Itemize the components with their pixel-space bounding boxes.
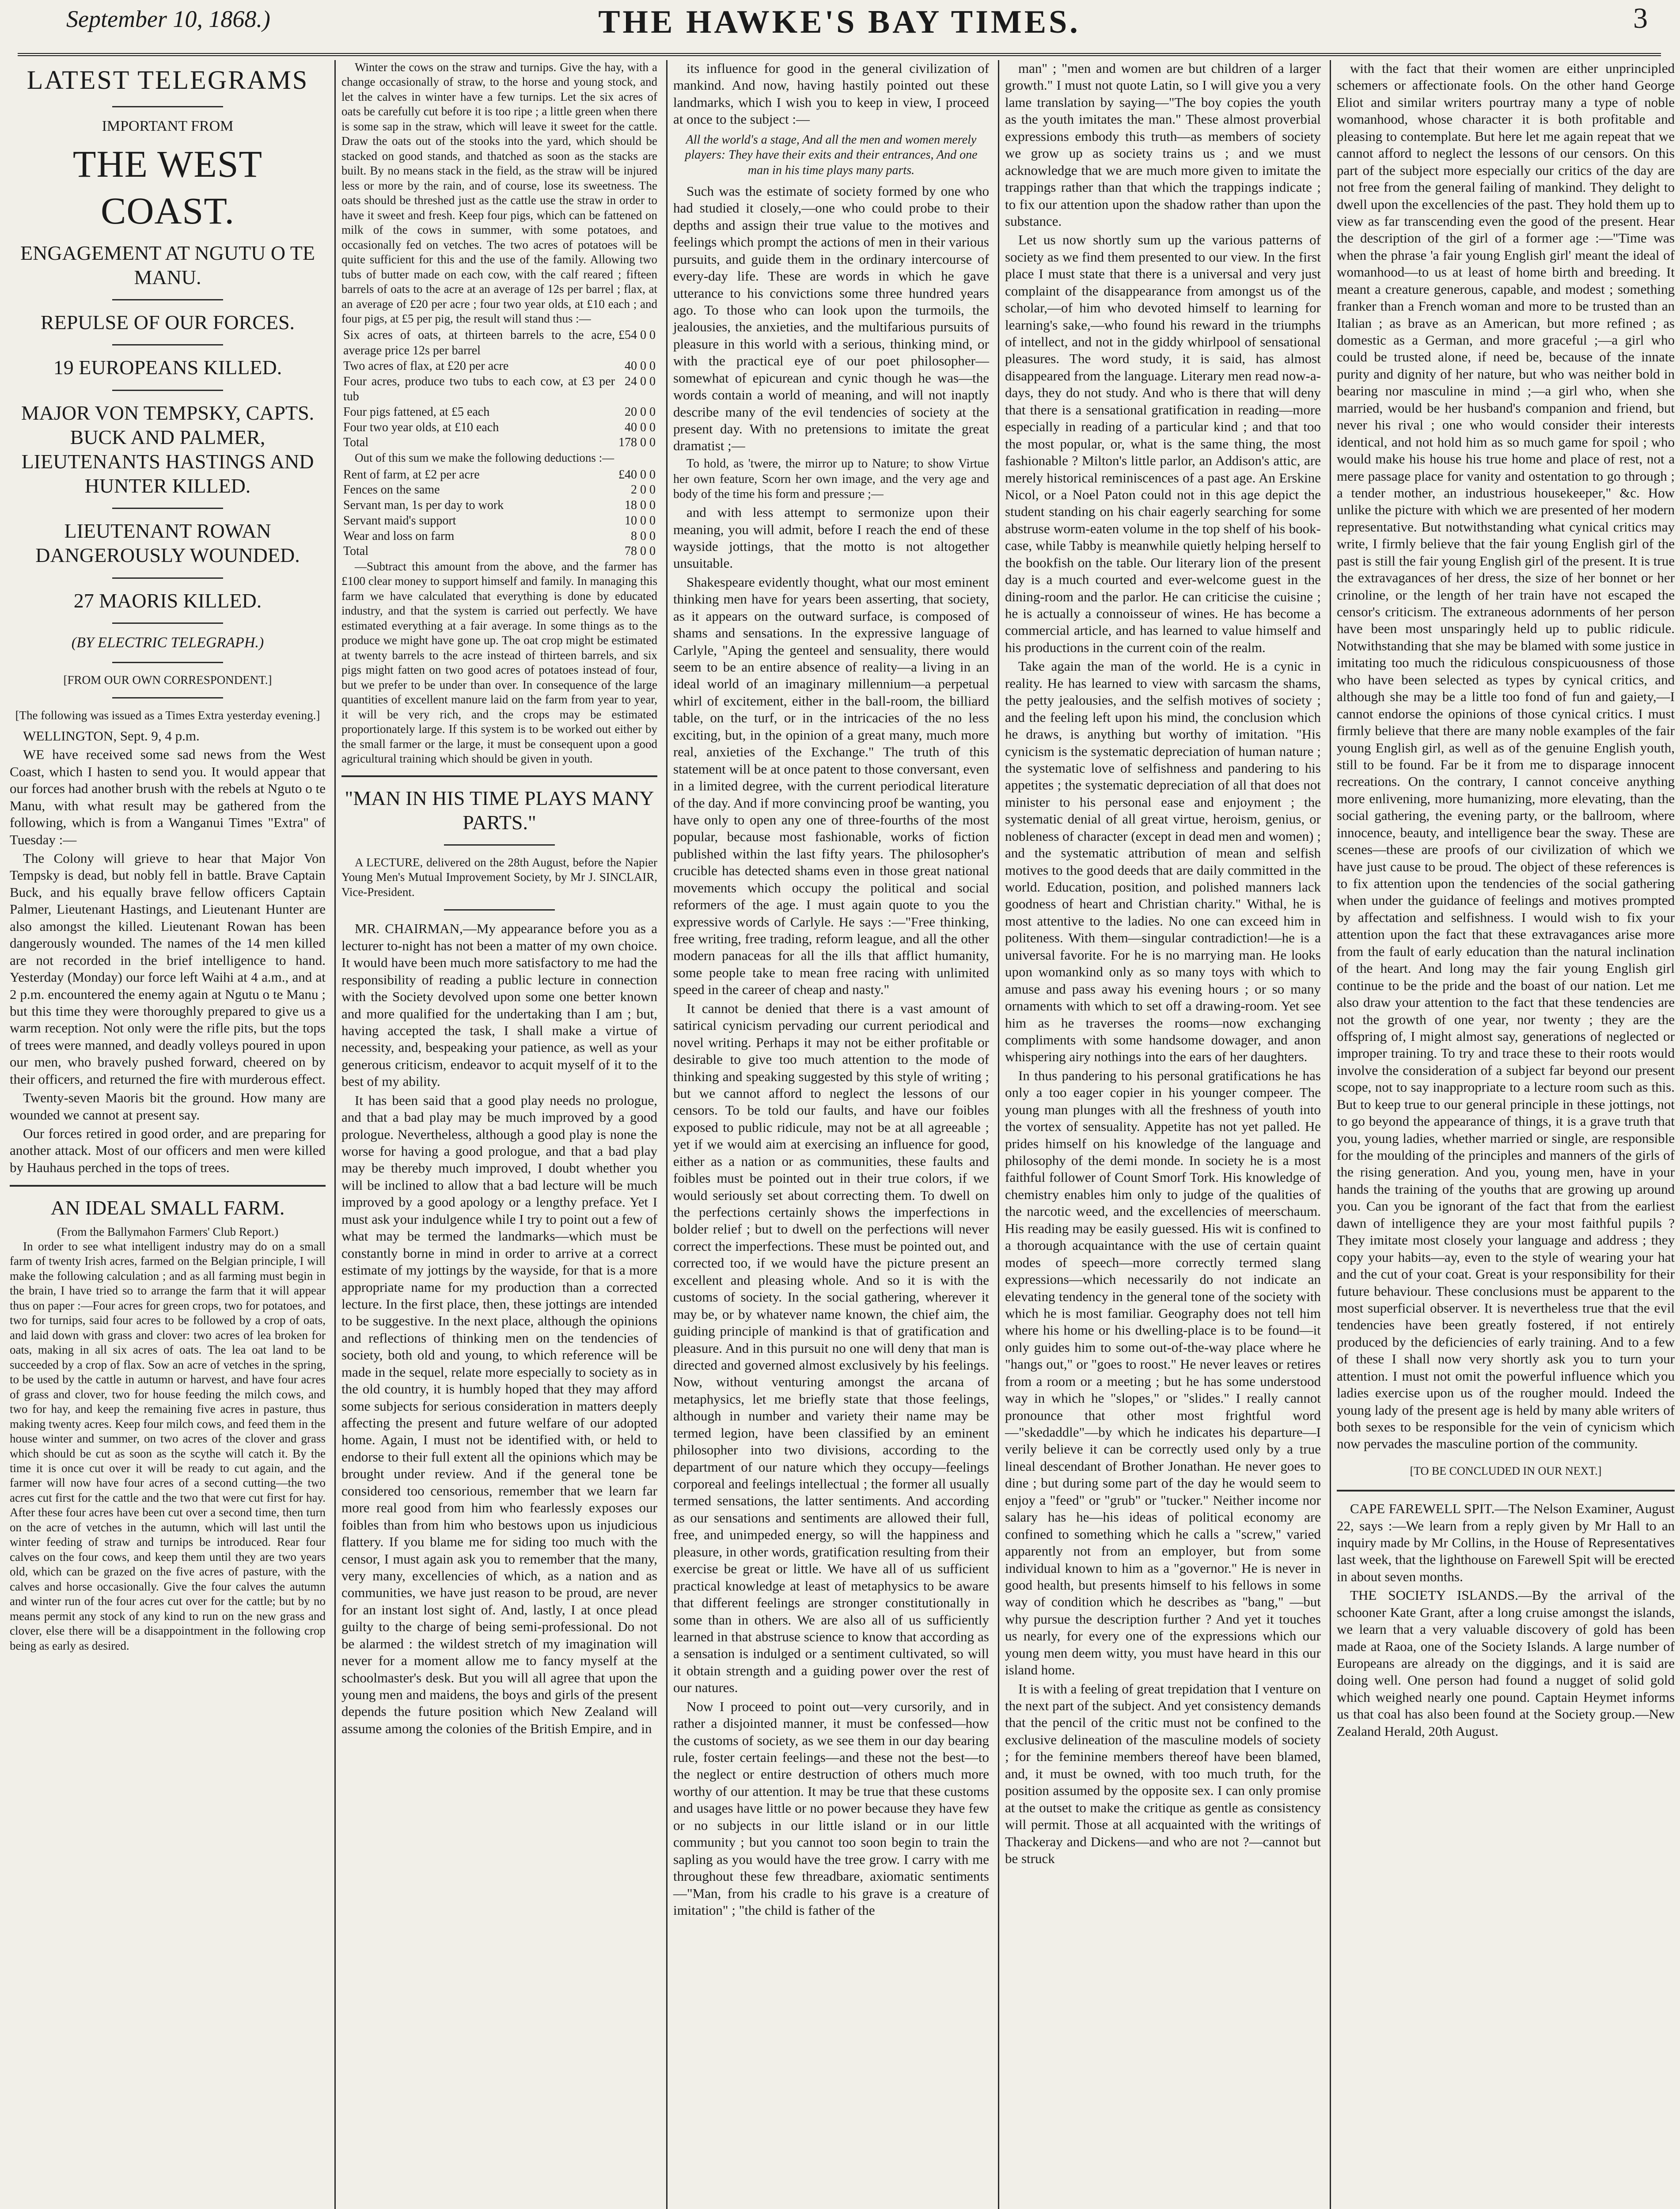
column-5 (1332, 60, 1679, 2209)
divider (112, 299, 223, 300)
column-1 (5, 60, 330, 2209)
telegram-correspondent: [FROM OUR OWN CORRESPONDENT.] (63, 673, 272, 687)
account-row (341, 420, 657, 436)
account-row (341, 482, 657, 498)
masthead (18, 0, 1661, 56)
lecture-paragraph: Shakespeare evidently thought, what our most eminent thinking men have for years been asserting, that society, as it appears on the outward surface, is composed of shams and sensations. In the expressive language of Carlyle, "Aping the genteel and sensuality, there would seem to be an entire absence of reality—a living in an ideal world of an imaginary millennium—a perpetual whirl of excitement, either in the ball-room, the billiard table, on the turf, or in the intricacies of the no less exciting, but, in the opinion of a great many, much more real, anxieties of the Exchange." The truth of this statement will be at once patent to those conversant, even in a limited degree, with the current periodical literature of the day. And if more convincing proof be wanting, you have only to open any one of three-fourths of the most popular, because most fashionable, works of fiction published within the last fifty years. The philosopher's crucible has detected shams even in those great national movements which occupy the political and social reformers of the age. I must again quote to you the expressive words of Carlyle. He says :—"Free thinking, free writing, free trading, reform league, and all the other modern panaceas for all the ills that afflict humanity, some people take to mean free racing with unlimited speed in the career of cheap and nasty." (673, 574, 989, 998)
account-amount: 178 0 0 (618, 436, 656, 450)
divider (112, 697, 223, 698)
account-item: Four acres, produce two tubs to each cow, at £3 per tub (343, 374, 615, 404)
column-4 (1001, 60, 1325, 2209)
divider (112, 106, 223, 107)
telegram-subheading: IMPORTANT FROM (102, 118, 234, 135)
account-item: Two acres of flax, at £20 per acre (343, 359, 509, 373)
lecture-paragraph: It is with a feeling of great trepidation that I venture on the next part of the subject. And yet consistency demands that the pencil of the critic must not be confined to the exclusive delineation of the masculine models of society ; for the feminine members thereof have been blamed, and, it must be owned, with too much truth, for the position assumed by the opposite sex. I can only promise at the outset to make the critique as gentle as consistency will permit. Those at all acquainted with the writings of Thackeray and Dickens—and who are not ?—cannot but be struck (1005, 1681, 1321, 1866)
issue-date: September 10, 1868.) (66, 6, 270, 32)
column-3 (669, 60, 994, 2209)
account-item: Fences on the same (343, 483, 440, 497)
lecture-paragraph: Take again the man of the world. He is a cynic in reality. He has learned to view with sarcasm the shams, the petty jealousies, and the selfish motives of society ; and the feeling left upon his mind, the conclusion which he draws, is anything but worthy of imitation. "His cynicism is the systematic depreciation of human nature ; the systematic love of selfishness and pandering to his appetites ; the systematic depreciation of all that does not minister to his personal ease and enjoyment ; the systematic denial of all great virtue, heroism, genius, or nobleness of character (except in dead men and women) ; and the systematic attribution of mean and selfish motives to the good deeds that are daily committed in the world. Education, position, and polished manners lack goodness of heart and Christian charity." Withal, he is most attentive to the ladies. No one can exceed him in politeness. With them—singular contradiction!—he is a universal favorite. For he is no marrying man. He looks upon womankind only as so many toys with which to amuse and pass away his evening hours ; or so many ornaments with which to set off a drawing-room. Yet see him as he traverses the rooms—now exchanging compliments with some handsome dowager, and anon whispering airy nothings into the ears of her daughters. (1005, 658, 1321, 1065)
telegrams-heading: LATEST TELEGRAMS (27, 65, 309, 95)
account-item: Six acres of oats, at thirteen barrels to the acre, average price 12s per barrel (343, 328, 615, 358)
account-item: Rent of farm, at £2 per acre (343, 467, 480, 482)
divider (112, 508, 223, 509)
page-number: 3 (1633, 2, 1648, 34)
telegram-note: [The following was issued as a Times Extra yesterday evening.] (15, 709, 320, 722)
account-row (341, 405, 657, 420)
telegram-subheading: 27 MAORIS KILLED. (73, 589, 262, 612)
column-rule (334, 60, 336, 2209)
telegram-paragraph: Our forces retired in good order, and are preparing for another attack. Most of our officers and men were killed by Hauhaus perched in the tops of trees. (10, 1126, 326, 1175)
account-row (341, 544, 657, 559)
account-row (341, 359, 657, 374)
to-be-concluded-note: [TO BE CONCLUDED IN OUR NEXT.] (1410, 1464, 1602, 1477)
account-row (341, 435, 657, 451)
divider (112, 344, 223, 345)
divider (112, 622, 223, 624)
account-row (341, 513, 657, 529)
lecture-quote: To hold, as 'twere, the mirror up to Nature; to show Virtue her own feature, Scorn her own image, and the very age and body of the time his form and pressure ;— (673, 456, 989, 501)
account-row (341, 498, 657, 513)
farm-paragraph: Out of this sum we make the following deductions :— (355, 451, 614, 465)
account-amount: 10 0 0 (625, 513, 656, 528)
divider (112, 662, 223, 663)
section-divider (1337, 1490, 1675, 1492)
account-row (341, 328, 657, 358)
farm-paragraph: Winter the cows on the straw and turnips. Give the hay, with a change occasionally of straw, to the horse and young stock, and let the calves in winter have a few turnips. Let the six acres of oats be carefully cut before it is too ripe ; a little green when there is some sap in the straw, which will leave it sweet for the cattle. Draw the oats out of the stooks into the yard, which should be stacked on good stands, and thatched as soon as the stacks are built. By no means stack in the field, as the straw will be injured less or more by the rain, and of course, lose its sweetness. The oats should be threshed just as the cattle use the straw in order to have it sweet and fresh. Keep four pigs, which can be fattened on milk of the cows in summer, with some potatoes, and occasionally fed on vetches. The two acres of potatoes will be quite sufficient for this and the use of the family. Allowing two tubs of butter made on each cow, with the calf reared ; fifteen barrels of oats to the acre at an average of 12s per barrel ; flax, at an average of £20 per acre ; four two year olds, at £10 each ; and four pigs, at £5 per pig, the result will stand thus :— (341, 61, 657, 325)
account-amount: 20 0 0 (625, 405, 656, 419)
account-row (341, 374, 657, 405)
section-divider (10, 1185, 326, 1187)
account-item: Four two year olds, at £10 each (343, 420, 499, 434)
divider (444, 909, 554, 911)
lecture-paragraph: It cannot be denied that there is a vast amount of satirical cynicism pervading our current periodical and novel writing. Perhaps it may not be either profitable or desirable to give too much attention to the mode of thinking and speaking suggested by this style of writing ; but we cannot afford to neglect the lessons of our censors. To be told our faults, and have our foibles exposed to public ridicule, may not be at all agreeable ; yet if we would aim at exercising an influence for good, either as a nation or as communities, these faults and foibles must be pointed out in their true colors, if we would seriously set about correcting them. To dwell on the perfections certainly shows the imperfections in bolder relief ; but to dwell on the perfections will never correct the imperfections. These must be pointed out, and corrected too, if we would have the picture present an excellent and pleasing whole. And so it is with the customs of society. In the social gathering, wherever it may be, or by whatever name known, the chief aim, the guiding principle of mankind is that of gratification and pleasure. And in this pursuit no one will deny that man is directed and governed almost exclusively by his feelings. Now, without venturing amongst the arcana of metaphysics, let me briefly state that those feelings, although in number and variety their name may be termed legion, have been classified by an eminent philosopher into two divisions, according to the department of our nature which they occupy—feelings corporeal and feelings intellectual ; the former all usually termed sensations, the latter sentiments. And according as our sensations and sentiments are allowed their full, free, and unimpeded energy, so will the happiness and pleasure, in other words, gratification resulting from their exercise be great or little. We have all of us sufficient practical knowledge at least of metaphysics to be aware that different feelings are stronger constitutionally in some than in others. We are also all of us sufficiently learned in that abstruse science to know that according as a sensation is indulged or a sentiment cultivated, so will it obtain strength and a guiding power over the rest of our natures. (673, 1000, 989, 1696)
lecture-paragraph: In thus pandering to his personal gratifications he has only a too eager copier in his younger compeer. The young man plunges with all the freshness of youth into the vortex of sensuality. Appetite has not yet palled. He prides himself on his knowledge of the language and philosophy of the demi monde. In society he is a most faithful follower of Count Smorf Tork. His knowledge of chemistry enables him only to judge of the qualities of the narcotic weed, and the excellencies of meerschaum. His reading may be easily guessed. His wit is confined to a thorough acquaintance with the use of certain quaint modes of speech—more correctly termed slang expressions—which necessarily do not indicate an elevating tendency in the general tone of the society with which he is most familiar. Geography does not tell him where his home or his dwelling-place is to be found—it only guides him to some out-of-the-way place where he "hangs out," or "goes to roost." He never leaves or retires from a room or a meeting ; but he has some understood way in which he "slopes," or "slides." I really cannot pronounce that other most frightful word—"skedaddle"—by which he indicates his departure—I verily believe it can be correctly used only by a true lineal descendant of Brother Jonathan. He never goes to dine ; but during some part of the day he would seem to enjoy a "feed" or "grub" or "tucker." Neither income nor salary has he—his ideas of political economy are confined to something which he calls a "screw," varied apparently not from an employer, but from some individual known to him as a "governor." He is never in good health, but presents himself to his fellows in some way of condition which he describes as "bang," —but why pursue the description further ? And yet it touches us nearly, for every one of the expressions which our young men deem witty, you must have heard in this our island home. (1005, 1067, 1321, 1678)
account-amount: 40 0 0 (625, 359, 656, 373)
account-item: Servant maid's support (343, 513, 456, 528)
telegram-subheading: 19 EUROPEANS KILLED. (53, 356, 282, 379)
shakespeare-verse: All the world's a stage, And all the men and women merely players: They have their exits and their entrances, And one man in his time plays many parts. (685, 133, 978, 178)
telegram-byline: (BY ELECTRIC TELEGRAPH.) (71, 634, 264, 651)
lecture-paragraph: Such was the estimate of society formed by one who had studied it closely,—one who could probe to their depths and assign their true value to the motives and feelings which prompt the actions of men in their various pursuits, and guide them in the ordinary intercourse of every-day life. These are words in which he gave utterance to his convictions some three hundred years ago. To those who can look upon the turmoils, the jealousies, the anxieties, and the multifarious pursuits of pleasure in this world with a serious, thinking mind, or with the practical eye of our poet philosopher—somewhat of epicurean and cynic though he was—the words contain a world of meaning, and will not inaptly describe many of the evil tendencies of society at the present day. With no pretensions to imitate the great dramatist ;— (673, 183, 989, 454)
account-amount: £40 0 0 (618, 467, 656, 482)
lecture-subtitle: A LECTURE, delivered on the 28th August, before the Napier Young Men's Mutual Improvement Society, by Mr J. SINCLAIR, Vice-President. (341, 855, 657, 899)
telegram-paragraph: Twenty-seven Maoris bit the ground. How many are wounded we cannot at present say. (10, 1090, 326, 1123)
telegram-subheading: REPULSE OF OUR FORCES. (40, 311, 295, 334)
lecture-paragraph: Now I proceed to point out—very cursorily, and in rather a disjointed manner, it must be confessed—how the customs of society, as we see them in our day bearing rule, foster certain feelings—and these not the best—to the neglect or entire destruction of others much more worthy of our attention. It may be true that these customs and usages have little or no power because they have few or no subjects in our little island or in our little community ; but you cannot too soon begin to train the sapling as you would have the tree grow. I carry with me throughout these few threadbare, axiomatic sentiments—"Man, from his cradle to his grave is a creature of imitation" ; "the child is father of the (673, 1698, 989, 1918)
newspaper-title: THE HAWKE'S BAY TIMES. (598, 4, 1081, 40)
lecture-paragraph: and with less attempt to sermonize upon their meaning, you will admit, before I reach the end of these wayside jottings, that the motto is not altogether unsuitable. (673, 505, 989, 571)
account-item: Total (343, 544, 369, 558)
divider (112, 390, 223, 391)
account-row (341, 467, 657, 483)
column-rule (1330, 60, 1331, 2209)
divider (112, 577, 223, 579)
lecture-paragraph: its influence for good in the general civilization of mankind. And now, having hastily pointed out these landmarks, which I wish you to keep in view, I proceed at once to the subject :— (673, 61, 989, 127)
section-divider (341, 775, 657, 777)
column-rule (666, 60, 667, 2209)
account-amount: 78 0 0 (625, 544, 656, 558)
account-amount: £54 0 0 (618, 328, 656, 342)
income-table (341, 328, 657, 451)
telegram-subheading: LIEUTENANT ROWAN DANGEROUSLY WOUNDED. (35, 520, 300, 567)
column-2 (337, 60, 662, 2209)
farm-heading: AN IDEAL SMALL FARM. (50, 1196, 285, 1219)
account-item: Four pigs fattened, at £5 each (343, 405, 490, 419)
telegram-paragraph: WE have received some sad news from the West Coast, which I hasten to send you. It would appear that our forces had another brush with the rebels at Nguto o te Manu, with what result may be gathered from the following, which is from a Wanganui Times "Extra" of Tuesday :— (10, 747, 326, 847)
news-item-farewell-spit: CAPE FAREWELL SPIT.—The Nelson Examiner, August 22, says :—We learn from a reply given by Mr Hall to an inquiry made by Mr Collins, in the House of Representatives last week, that the lighthouse on Farewell Spit will be erected in about seven months. (1337, 1501, 1675, 1584)
account-amount: 2 0 0 (631, 483, 656, 497)
account-amount: 24 0 0 (625, 374, 656, 388)
telegram-dateline: WELLINGTON, Sept. 9, 4 p.m. (23, 728, 200, 744)
farm-source: (From the Ballymahon Farmers' Club Report.) (57, 1225, 279, 1238)
divider (444, 844, 554, 846)
account-item: Servant man, 1s per day to work (343, 498, 504, 512)
account-item: Total (343, 436, 369, 450)
lecture-paragraph: Let us now shortly sum up the various patterns of society as we find them presented to our view. In the first place I must state that there is a universal and very just complaint of the disappearance from amongst us of the scholar,—of him who devoted himself to learning for learning's sake,—who found his reward in the triumphs of intellect, and not in the giddy whirlpool of sensational pleasures. The word study, it is said, has almost disappeared from the language. Literary men read now-a-days, they do not study. And who is there that will deny that there is a sensational gratification in reading—more especially in reading of a particular kind ; and that too the most popular, or, what is the same thing, the most fashionable ? Milton's little parlor, an Addison's attic, are merely historical reminiscences of a past age. An Erskine Nicol, or a Noel Paton could not in this age depict the student standing on his chair eagerly searching for some abstruse worm-eaten volume in the top shelf of his book-case, while Tabby is meanwhile quietly helping herself to the bookfish on the table. Our literary lion of the present day is a much courted and ever-welcome guest in the dining-room and the parlor. He can criticise the cuisine ; he is actually a connoisseur of wines. He has become a commercial article, and has learned to value himself and his productions in the current coin of the realm. (1005, 232, 1321, 655)
telegram-paragraph: The Colony will grieve to hear that Major Von Tempsky is dead, but nobly fell in battle. Brave Captain Buck, and his equally brave fellow officers Captain Palmer, Lieutenant Hastings, and Lieutenant Hunter are also amongst the killed. Lieutenant Rowan has been dangerously wounded. The names of the 14 men killed are not recorded in the brief intelligence to hand. Yesterday (Monday) our force left Waihi at 4 a.m., and at 2 p.m. encountered the enemy again at Ngutu o te Manu ; but this time they were thoroughly prepared to give us a warm reception. Not only were the rifle pits, but the tops of trees were manned, and deadly volleys poured in upon our men, who bravely pushed forward, cheered on by their officers, and returned the fire with murderous effect. (10, 850, 326, 1087)
lecture-paragraph: man" ; "men and women are but children of a larger growth." I must not quote Latin, so I will give you a very lame translation by saying—"The boy copies the youth as the youth imitates the man." These almost proverbial expressions embody this truth—as members of society we grow up as society trains us ; and we must acknowledge that we are much more given to imitate the trappings rather than that which the trappings indicate ; to fix our attention upon the shadow rather than upon the substance. (1005, 61, 1321, 229)
lecture-paragraph: MR. CHAIRMAN,—My appearance before you as a lecturer to-night has not been a matter of my own choice. It would have been much more satisfactory to me had the responsibility of reading a public lecture in connection with the Society devolved upon some one better known and more qualified for the undertaking than I am ; but, having accepted the task, I shall make a virtue of necessity, and, bespeaking your patience, as well as your generous criticism, endeavor to acquit myself of it to the best of my ability. (341, 921, 657, 1089)
news-item-society-islands: THE SOCIETY ISLANDS.—By the arrival of the schooner Kate Grant, after a long cruise amongst the islands, we learn that a very valuable discovery of gold has been made at Raoa, one of the Society Islands. A large number of Europeans are already on the diggings, and it is said are doing well. One person had found a nugget of solid gold which weighed nearly one pound. Captain Heymet informs us that coal has also been found at the Society group.—New Zealand Herald, 20th August. (1337, 1587, 1675, 1739)
lecture-heading: "MAN IN HIS TIME PLAYS MANY PARTS." (345, 786, 654, 834)
lecture-paragraph: It has been said that a good play needs no prologue, and that a bad play may be much improved by a good prologue. Nevertheless, although a good play is none the worse for having a good prologue, and that a bad play may be thereby much improved, I doubt whether you will be inclined to allow that a bad lecture will be much improved by a good apology or a lengthy preface. Yet I must ask your indulgence while I try to point out a few of what may be termed the landmarks—which must be constantly borne in mind in order to arrive at a correct estimate of my jottings by the wayside, for that is a more appropriate name for my production than a corrected lecture. In the first place, then, these jottings are intended to be suggestive. In the next place, although the opinions and reflections of thinking men on the tendencies of society, both old and young, to which reference will be made in the sequel, relate more especially to society as in the old country, it is humbly hoped that they may afford some subjects for serious consideration in matters deeply affecting the present and future welfare of our adopted home. Again, I must not be identified with, or held to endorse to their full extent all the opinions which may be brought under review. And if the general tone be considered too censorious, remember that we learn far more real good from him who fearlessly exposes our foibles than from him who bestows upon us injudicious flattery. If you blame me for siding too much with the censor, I must again ask you to remember that the many, very many, excellencies of which, as a nation and as communities, we have just reason to be proud, are never for an instant lost sight of. And, lastly, I at once plead guilty to the charge of being semi-professional. Do not be alarmed : the wildest stretch of my imagination will never for a moment allow me to fancy myself at the schoolmaster's desk. But you will all agree that upon the young men and maidens, the boys and girls of the present depends the future position which New Zealand will assume among the colonies of the British Empire, and in (341, 1092, 657, 1736)
column-rule (998, 60, 999, 2209)
account-row (341, 529, 657, 544)
account-amount: 8 0 0 (631, 529, 656, 543)
deductions-table (341, 467, 657, 559)
account-amount: 18 0 0 (625, 498, 656, 512)
telegram-subheading: ENGAGEMENT AT NGUTU O TE MANU. (20, 241, 315, 288)
lecture-paragraph: with the fact that their women are either unprincipled schemers or affectionate fools. On the other hand George Eliot and similar writers pourtray many a type of noble womanhood, whose character it is both profitable and pleasing to contemplate. But here let me again repeat that we cannot afford to neglect the lessons of our censors. On this part of the subject more especially our critics of the day are not free from the general failing of mankind. They delight to dwell upon the excellencies of the past. They hold them up to view as far transcending even the good of the present. Hear the description of the girl of a former age :—"Time was when the phrase 'a fair young English girl' meant the ideal of womanhood—to us at least of home birth and breeding. It meant a creature generous, capable, and modest ; something franker than a French woman and more to be trusted than an Italian ; as brave as an American, but more refined ; as domestic as a German, and more graceful ;—a girl who could be trusted alone, if need be, because of the innate purity and dignity of her nature, but who was neither bold in bearing nor masculine in mind ;—a girl who, when she married, would be her husband's companion and friend, but never his rival ; one who would consider their interests identical, and not hold him as so much game for spoil ; who would make his house his true home and place of rest, not a mere passage place for vanity and ostentation to go through ; a tender mother, an industrious housekeeper," &c. How unlike the picture with which we are presented of her modern representative. But notwithstanding what cynical critics may write, I firmly believe that the fair young English girl of the past is still the fair young English girl of the present. It is true the extravagances of her dress, the size of her bonnet or her crinoline, or the length of her train have not escaped the censor's criticism. The extraneous adornments of her person have been most unsparingly held up to public ridicule. Notwithstanding that she may be blamed with some justice in imitating too much the ridiculous conspicuousness of those who have been selected as types by cynical critics, and although she may be a little too fond of fun and gaiety,—I cannot endorse the opinions of those cynical critics. I must firmly believe that there are many noble examples of the fair young English girl, as well as of the genuine English youth, still to be found. Far be it from me to disparage innocent recreations. On the contrary, I cannot conceive anything more enlivening, more humanizing, more elevating, than the social gathering, the evening party, or the ballroom, where innocence, beauty, and intelligence bear the sway. These are scenes—these are proofs of our civilization of which we have just cause to be proud. The object of these references is to fix attention upon the tendencies of the social gathering when under the guidance of feelings and motives prompted by affectation and selfishness. I would wish to fix your attention upon the fact that these extravagances arise more from the fault of early education than the natural inclination of the heart. And long may the fair young English girl continue to be the pride and the boast of our nation. Let me also draw your attention to the fact that these tendencies are not the growth of one year, nor twenty ; they are the offspring of, I might almost say, generations of neglected or improper training. To try and trace these to their roots would involve the consideration of a subject far beyond our present scope, not to say inappropriate to a lecture room such as this. But to keep true to our general principle in these jottings, not to go beyond the appearance of things, it is a grave truth that you, young ladies, whether married or single, are responsible for the moulding of the principles and manners of the girls of the rising generation. And you, young men, have in your hands the training of the youths that are growing up around you. Can you be ignorant of the fact that from the earliest dawn of intelligence they are your most faithful pupils ? They imitate most closely your language and address ; they copy your habits—ay, even to the style of wearing your hat and the cut of your coat. Great is your responsibility for their future behaviour. These conclusions must be apparent to the most superficial observer. It is nevertheless true that the evil tendencies have been greatly fostered, if not entirely produced by the deficiencies of early training. And to a few of these I shall now very shortly ask you to turn your attention. I must not omit the powerful influence which you ladies exercise upon us of the rougher mould. Indeed the young lady of the present age is held by many able writers of both sexes to be responsible for the vein of cynicism which now pervades the masculine portion of the community. (1337, 61, 1675, 1452)
farm-paragraph: —Subtract this amount from the above, and the farmer has £100 clear money to support himself and family. In managing this farm we have calculated that everything is done by educated industry, and that the system is carried out perfectly. We have estimated everything at a fair average. In some things as to the produce we might have gone up. The oat crop might be estimated at twenty barrels to the acre instead of thirteen barrels, and six pigs might fatten on two good acres of potatoes instead of four, but we prefer to be under than over. In consequence of the large quantities of excellent manure laid on the farm from year to year, it will be very rich, and the crops may be estimated proportionately large. If this system is to be worked out either by the small farmer or the large, it must be consequent upon a good agricultural training which should be given in youth. (341, 559, 657, 766)
telegram-headline: THE WEST COAST. (72, 142, 263, 232)
account-item: Wear and loss on farm (343, 529, 455, 543)
account-amount: 40 0 0 (625, 420, 656, 434)
farm-paragraph: In order to see what intelligent industry may do on a small farm of twenty Irish acres, farmed on the Belgian principle, I will make the following calculation ; and as all farming must begin in the brain, I have tried so to arrange the farm that it will appear thus on paper :—Four acres for green crops, two for potatoes, and two for turnips, said four acres to be followed by a crop of oats, and laid down with grass and clover: two acres of lea broken for oats, making in all six acres of oats. The lea oat land to be succeeded by a crop of flax. Sow an acre of vetches in the spring, to be used by the cattle in autumn or harvest, and have four acres of grass and clover, two for house feeding the milch cows, and two for hay, and keep the remaining five acres in pasture, thus making twenty acres. Keep four milch cows, and feed them in the house winter and summer, on two acres of the clover and grass which should be cut as soon as the scythe will catch it. By the time it is once cut over it will be ready to cut again, and the farmer will now have four acres of a second cutting—the two acres cut first for the cattle and the two that were cut first for hay. After these four acres have been cut over a second time, then turn on the acre of vetches in the autumn, which will last until the winter feeding of straw and turnips be introduced. Rear four calves on the four cows, and keep them until they are two years old, which can be grazed on the five acres of pasture, with the calves and horse occasionally. Give the four calves the autumn and winter run of the four acres cut over for the cattle; but by no means permit any stock of any kind to run on the new grass and clover, else there will be a disappointment in the following crop being as early as desired. (10, 1239, 326, 1652)
telegram-subheading: MAJOR VON TEMPSKY, CAPTS. BUCK AND PALMER, LIEUTENANTS HASTINGS AND HUNTER KILLED. (21, 401, 315, 497)
